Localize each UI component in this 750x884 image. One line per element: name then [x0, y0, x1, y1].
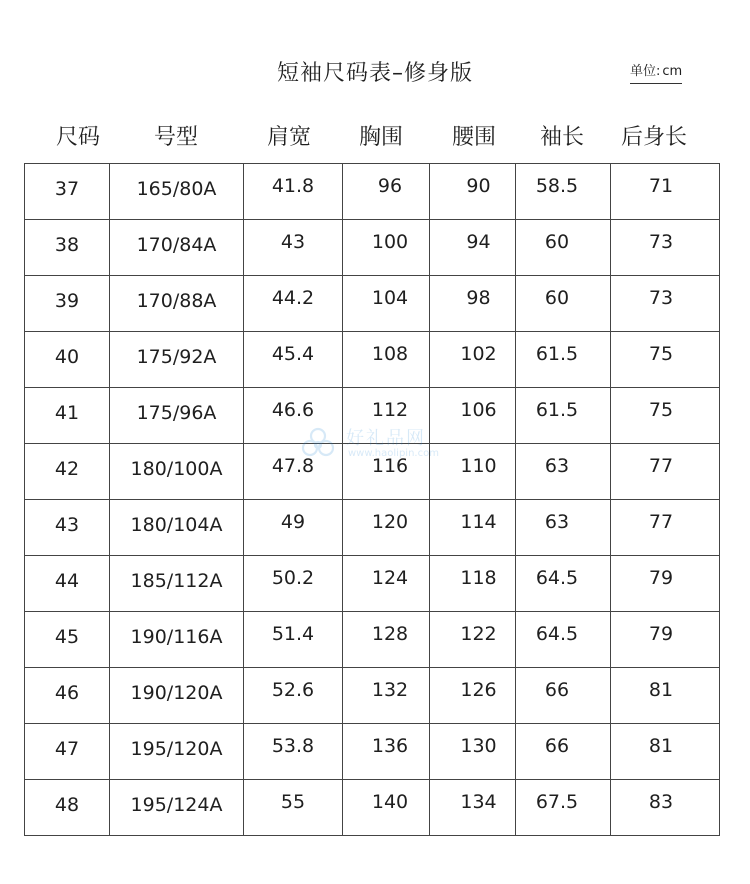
cell-chest [343, 444, 430, 500]
cell-type [110, 332, 244, 388]
cell-type [110, 500, 244, 556]
cell-shoulder-value: 44.2 [271, 287, 315, 309]
cell-back-length-value: 79 [648, 567, 674, 589]
cell-waist [430, 724, 516, 780]
cell-sleeve [516, 500, 611, 556]
cell-shoulder [244, 780, 343, 836]
cell-waist-value: 126 [460, 679, 497, 701]
cell-sleeve [516, 612, 611, 668]
cell-type-value: 170/88A [136, 290, 217, 312]
cell-size [25, 612, 110, 668]
cell-waist-value: 106 [460, 399, 497, 421]
cell-size-value: 39 [54, 290, 80, 312]
cell-shoulder [244, 556, 343, 612]
cell-back-length [611, 444, 720, 500]
cell-size [25, 276, 110, 332]
cell-size [25, 500, 110, 556]
cell-sleeve [516, 724, 611, 780]
cell-shoulder-value: 55 [280, 791, 306, 813]
cell-size-value: 43 [54, 514, 80, 536]
cell-chest-value: 104 [371, 287, 409, 309]
cell-waist [430, 388, 516, 444]
cell-size-value: 46 [54, 682, 80, 704]
cell-type-value: 180/100A [130, 458, 223, 480]
cell-sleeve [516, 164, 611, 220]
cell-shoulder [244, 332, 343, 388]
cell-size [25, 724, 110, 780]
cell-back-length [611, 724, 720, 780]
cell-size [25, 220, 110, 276]
cell-sleeve-value: 66 [544, 679, 570, 701]
table-row [25, 780, 720, 836]
cell-shoulder [244, 444, 343, 500]
cell-sleeve [516, 388, 611, 444]
cell-size-value: 38 [54, 234, 80, 256]
cell-back-length-value: 77 [648, 455, 674, 477]
cell-waist [430, 164, 516, 220]
cell-sleeve [516, 332, 611, 388]
cell-chest [343, 388, 430, 444]
cell-back-length [611, 332, 720, 388]
cell-sleeve-value: 61.5 [535, 399, 579, 421]
cell-back-length-value: 73 [648, 287, 674, 309]
cell-type-value: 195/120A [130, 738, 223, 760]
cell-shoulder [244, 220, 343, 276]
table-row [25, 668, 720, 724]
cell-chest-value: 136 [371, 735, 409, 757]
cell-chest [343, 276, 430, 332]
cell-back-length [611, 556, 720, 612]
cell-chest [343, 724, 430, 780]
unit-label [630, 60, 682, 84]
page-title: 短袖尺码表–修身版 [276, 61, 473, 86]
cell-sleeve-value: 64.5 [535, 623, 579, 645]
cell-type [110, 668, 244, 724]
cell-back-length-value: 73 [648, 231, 674, 253]
table-row [25, 332, 720, 388]
cell-chest [343, 668, 430, 724]
cell-sleeve [516, 668, 611, 724]
cell-chest-value: 100 [371, 231, 409, 253]
cell-type [110, 780, 244, 836]
cell-chest [343, 500, 430, 556]
cell-size-value: 45 [54, 626, 80, 648]
cell-size-value: 47 [54, 738, 80, 760]
cell-type [110, 724, 244, 780]
cell-waist [430, 332, 516, 388]
cell-chest-value: 132 [371, 679, 409, 701]
cell-shoulder-value: 46.6 [271, 399, 315, 421]
cell-shoulder [244, 724, 343, 780]
cell-type [110, 612, 244, 668]
cell-type [110, 220, 244, 276]
cell-size [25, 332, 110, 388]
cell-sleeve-value: 67.5 [535, 791, 579, 813]
cell-type [110, 556, 244, 612]
cell-chest-value: 140 [371, 791, 409, 813]
watermark-name: 好礼品网 [346, 428, 426, 449]
cell-back-length [611, 668, 720, 724]
cell-chest [343, 780, 430, 836]
cell-waist-value: 118 [460, 567, 497, 589]
cell-type-value: 170/84A [136, 234, 217, 256]
cell-waist [430, 444, 516, 500]
cell-chest [343, 612, 430, 668]
cell-chest-value: 124 [371, 567, 409, 589]
column-headers [0, 120, 750, 150]
table-row [25, 724, 720, 780]
cell-shoulder-value: 52.6 [271, 679, 315, 701]
column-header-sleeve: 袖长 [539, 125, 585, 150]
cell-waist [430, 276, 516, 332]
cell-size [25, 164, 110, 220]
table-row [25, 276, 720, 332]
cell-waist-value: 102 [460, 343, 497, 365]
cell-shoulder [244, 276, 343, 332]
table-row [25, 612, 720, 668]
cell-chest-value: 128 [371, 623, 409, 645]
cell-chest-value: 108 [371, 343, 409, 365]
cell-sleeve-value: 58.5 [535, 175, 579, 197]
cell-sleeve [516, 444, 611, 500]
cell-waist [430, 780, 516, 836]
cell-waist-value: 114 [460, 511, 497, 533]
cell-waist-value: 134 [460, 791, 497, 813]
cell-waist-value: 98 [466, 287, 491, 309]
cell-back-length-value: 77 [648, 511, 674, 533]
cell-type-value: 165/80A [136, 178, 217, 200]
table-row [25, 556, 720, 612]
cell-size [25, 388, 110, 444]
cell-shoulder-value: 41.8 [271, 175, 315, 197]
cell-shoulder [244, 612, 343, 668]
cell-size-value: 37 [54, 178, 80, 200]
cell-shoulder [244, 388, 343, 444]
cell-sleeve-value: 63 [544, 511, 570, 533]
cell-sleeve-value: 60 [544, 231, 570, 253]
cell-shoulder-value: 47.8 [271, 455, 315, 477]
table-row [25, 164, 720, 220]
cell-waist [430, 500, 516, 556]
cell-shoulder-value: 51.4 [271, 623, 315, 645]
cell-sleeve-value: 61.5 [535, 343, 579, 365]
cell-back-length [611, 780, 720, 836]
cell-chest-value: 120 [371, 511, 409, 533]
cell-waist [430, 220, 516, 276]
size-table [24, 163, 720, 836]
cell-sleeve-value: 66 [544, 735, 570, 757]
cell-chest [343, 556, 430, 612]
cell-size-value: 40 [54, 346, 80, 368]
cell-sleeve [516, 276, 611, 332]
cell-shoulder [244, 668, 343, 724]
cell-type-value: 185/112A [130, 570, 223, 592]
cell-shoulder [244, 500, 343, 556]
cell-waist [430, 668, 516, 724]
cell-size-value: 41 [54, 402, 80, 424]
column-header-chest: 胸围 [358, 125, 404, 150]
cell-waist-value: 94 [466, 231, 491, 253]
cell-type [110, 444, 244, 500]
table-row [25, 388, 720, 444]
table-row [25, 220, 720, 276]
column-header-shoulder: 肩宽 [266, 125, 312, 150]
cell-waist-value: 130 [460, 735, 497, 757]
cell-type-value: 190/116A [130, 626, 223, 648]
cell-chest [343, 332, 430, 388]
unit-value: cm [662, 64, 683, 79]
cell-chest-value: 96 [377, 175, 403, 197]
cell-sleeve [516, 220, 611, 276]
cell-type-value: 175/92A [136, 346, 217, 368]
unit-label-text: 单位: [630, 64, 661, 79]
cell-back-length [611, 612, 720, 668]
cell-size [25, 556, 110, 612]
table-row [25, 444, 720, 500]
cell-back-length-value: 83 [648, 791, 674, 813]
column-header-waist: 腰围 [451, 125, 497, 150]
cell-size [25, 668, 110, 724]
cell-back-length [611, 220, 720, 276]
cell-chest [343, 220, 430, 276]
cell-shoulder-value: 43 [280, 231, 306, 253]
cell-size-value: 48 [54, 794, 80, 816]
cell-waist [430, 612, 516, 668]
cell-sleeve-value: 64.5 [535, 567, 579, 589]
cell-shoulder-value: 53.8 [271, 735, 315, 757]
cell-back-length-value: 79 [648, 623, 674, 645]
column-header-fit-type: 号型 [153, 125, 199, 150]
cell-waist [430, 556, 516, 612]
cell-shoulder-value: 49 [280, 511, 306, 533]
column-header-back-length: 后身长 [620, 125, 688, 150]
cell-shoulder-value: 45.4 [271, 343, 315, 365]
cell-type [110, 164, 244, 220]
cell-back-length-value: 81 [648, 735, 674, 757]
cell-size-value: 42 [54, 458, 80, 480]
cell-sleeve [516, 780, 611, 836]
column-header-size: 尺码 [55, 125, 101, 150]
table-row [25, 500, 720, 556]
cell-shoulder [244, 164, 343, 220]
cell-back-length [611, 164, 720, 220]
cell-sleeve-value: 63 [544, 455, 570, 477]
cell-back-length-value: 75 [648, 343, 674, 365]
cell-type-value: 180/104A [130, 514, 223, 536]
cell-waist-value: 90 [466, 175, 491, 197]
cell-shoulder-value: 50.2 [271, 567, 315, 589]
cell-type-value: 190/120A [130, 682, 223, 704]
cell-type [110, 276, 244, 332]
cell-back-length [611, 500, 720, 556]
cell-type [110, 388, 244, 444]
cell-size [25, 780, 110, 836]
cell-type-value: 175/96A [136, 402, 217, 424]
cell-back-length [611, 388, 720, 444]
cell-sleeve [516, 556, 611, 612]
cell-type-value: 195/124A [130, 794, 223, 816]
cell-waist-value: 122 [460, 623, 497, 645]
cell-size [25, 444, 110, 500]
cell-chest [343, 164, 430, 220]
cell-chest-value: 116 [371, 455, 409, 477]
cell-back-length-value: 75 [648, 399, 674, 421]
cell-back-length [611, 276, 720, 332]
cell-chest-value: 112 [371, 399, 409, 421]
cell-size-value: 44 [54, 570, 80, 592]
cell-back-length-value: 81 [648, 679, 674, 701]
cell-back-length-value: 71 [648, 175, 674, 197]
cell-waist-value: 110 [460, 455, 497, 477]
cell-sleeve-value: 60 [544, 287, 570, 309]
watermark-url: www.haolipin.com [348, 448, 439, 459]
